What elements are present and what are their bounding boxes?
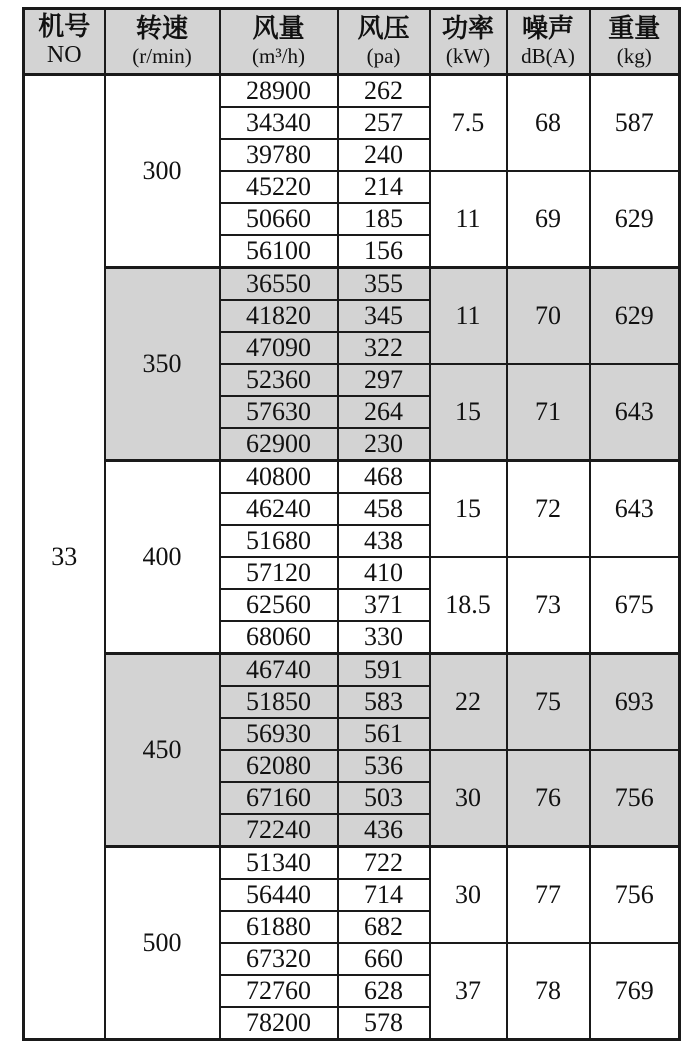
weight-cell: 756 [590, 750, 680, 847]
airflow-cell: 57120 [220, 557, 338, 589]
header-unit: (kW) [445, 43, 491, 68]
pressure-cell: 682 [338, 911, 430, 943]
pressure-cell: 458 [338, 493, 430, 525]
speed-cell: 500 [105, 847, 220, 1040]
header-unit: dB(A) [521, 43, 575, 68]
airflow-cell: 72760 [220, 975, 338, 1007]
pressure-cell: 355 [338, 268, 430, 301]
airflow-cell: 45220 [220, 171, 338, 203]
table-row [24, 75, 680, 108]
pressure-cell: 330 [338, 621, 430, 654]
airflow-cell: 36550 [220, 268, 338, 301]
power-cell: 22 [430, 654, 507, 751]
noise-cell: 77 [507, 847, 590, 944]
noise-cell: 78 [507, 943, 590, 1040]
header-machine-no [24, 9, 105, 75]
airflow-cell: 56440 [220, 879, 338, 911]
pressure-cell: 185 [338, 203, 430, 235]
header-title: 噪声 [521, 14, 574, 44]
pressure-cell: 264 [338, 396, 430, 428]
header-title: 风量 [252, 14, 305, 44]
header-unit: (pa) [366, 43, 401, 68]
noise-cell: 73 [507, 557, 590, 654]
airflow-cell: 56100 [220, 235, 338, 268]
header-noise [507, 9, 590, 75]
power-cell: 15 [430, 364, 507, 461]
pressure-cell: 536 [338, 750, 430, 782]
airflow-cell: 62900 [220, 428, 338, 461]
noise-cell: 75 [507, 654, 590, 751]
table-row [24, 268, 680, 301]
header-title: 重量 [608, 14, 661, 44]
noise-cell: 68 [507, 75, 590, 172]
pressure-cell: 230 [338, 428, 430, 461]
header-pressure [338, 9, 430, 75]
noise-cell: 71 [507, 364, 590, 461]
airflow-cell: 41820 [220, 300, 338, 332]
header-title: 功率 [441, 14, 494, 44]
pressure-cell: 257 [338, 107, 430, 139]
pressure-cell: 468 [338, 461, 430, 494]
header-airflow [220, 9, 338, 75]
header-unit: (r/min) [132, 43, 192, 68]
header-weight [590, 9, 680, 75]
noise-cell: 76 [507, 750, 590, 847]
weight-cell: 643 [590, 461, 680, 558]
noise-cell: 70 [507, 268, 590, 365]
pressure-cell: 628 [338, 975, 430, 1007]
pressure-cell: 714 [338, 879, 430, 911]
airflow-cell: 67160 [220, 782, 338, 814]
table-row [24, 654, 680, 687]
pressure-cell: 578 [338, 1007, 430, 1040]
airflow-cell: 28900 [220, 75, 338, 108]
airflow-cell: 51850 [220, 686, 338, 718]
airflow-cell: 52360 [220, 364, 338, 396]
airflow-cell: 67320 [220, 943, 338, 975]
airflow-cell: 62080 [220, 750, 338, 782]
power-cell: 15 [430, 461, 507, 558]
header-power [430, 9, 507, 75]
airflow-cell: 50660 [220, 203, 338, 235]
speed-cell: 400 [105, 461, 220, 654]
airflow-cell: 40800 [220, 461, 338, 494]
pressure-cell: 345 [338, 300, 430, 332]
airflow-cell: 46740 [220, 654, 338, 687]
airflow-cell: 47090 [220, 332, 338, 364]
header-speed [105, 9, 220, 75]
table-row [24, 847, 680, 880]
airflow-cell: 46240 [220, 493, 338, 525]
pressure-cell: 322 [338, 332, 430, 364]
weight-cell: 629 [590, 171, 680, 268]
weight-cell: 643 [590, 364, 680, 461]
header-unit: (kg) [616, 43, 652, 68]
power-cell: 30 [430, 750, 507, 847]
pressure-cell: 262 [338, 75, 430, 108]
noise-cell: 72 [507, 461, 590, 558]
weight-cell: 629 [590, 268, 680, 365]
pressure-cell: 722 [338, 847, 430, 880]
airflow-cell: 61880 [220, 911, 338, 943]
weight-cell: 675 [590, 557, 680, 654]
airflow-cell: 57630 [220, 396, 338, 428]
pressure-cell: 297 [338, 364, 430, 396]
airflow-cell: 72240 [220, 814, 338, 847]
airflow-cell: 68060 [220, 621, 338, 654]
header-unit: NO [46, 42, 82, 68]
airflow-cell: 51680 [220, 525, 338, 557]
fan-spec-table [22, 7, 681, 1041]
header-title: 转速 [135, 14, 188, 44]
pressure-cell: 371 [338, 589, 430, 621]
airflow-cell: 51340 [220, 847, 338, 880]
weight-cell: 587 [590, 75, 680, 172]
pressure-cell: 156 [338, 235, 430, 268]
pressure-cell: 214 [338, 171, 430, 203]
power-cell: 11 [430, 171, 507, 268]
machine-no-cell: 33 [24, 75, 105, 1040]
header-title: 机号 [38, 12, 91, 42]
weight-cell: 756 [590, 847, 680, 944]
power-cell: 11 [430, 268, 507, 365]
weight-cell: 693 [590, 654, 680, 751]
power-cell: 30 [430, 847, 507, 944]
airflow-cell: 56930 [220, 718, 338, 750]
noise-cell: 69 [507, 171, 590, 268]
airflow-cell: 34340 [220, 107, 338, 139]
speed-cell: 350 [105, 268, 220, 461]
pressure-cell: 561 [338, 718, 430, 750]
power-cell: 18.5 [430, 557, 507, 654]
header-row [24, 9, 680, 75]
weight-cell: 769 [590, 943, 680, 1040]
pressure-cell: 503 [338, 782, 430, 814]
pressure-cell: 583 [338, 686, 430, 718]
power-cell: 7.5 [430, 75, 507, 172]
header-title: 风压 [357, 14, 410, 44]
airflow-cell: 62560 [220, 589, 338, 621]
pressure-cell: 591 [338, 654, 430, 687]
speed-cell: 450 [105, 654, 220, 847]
airflow-cell: 39780 [220, 139, 338, 171]
power-cell: 37 [430, 943, 507, 1040]
pressure-cell: 410 [338, 557, 430, 589]
pressure-cell: 436 [338, 814, 430, 847]
header-unit: (m³/h) [252, 43, 305, 68]
pressure-cell: 660 [338, 943, 430, 975]
airflow-cell: 78200 [220, 1007, 338, 1040]
pressure-cell: 240 [338, 139, 430, 171]
table-row [24, 461, 680, 494]
pressure-cell: 438 [338, 525, 430, 557]
speed-cell: 300 [105, 75, 220, 268]
